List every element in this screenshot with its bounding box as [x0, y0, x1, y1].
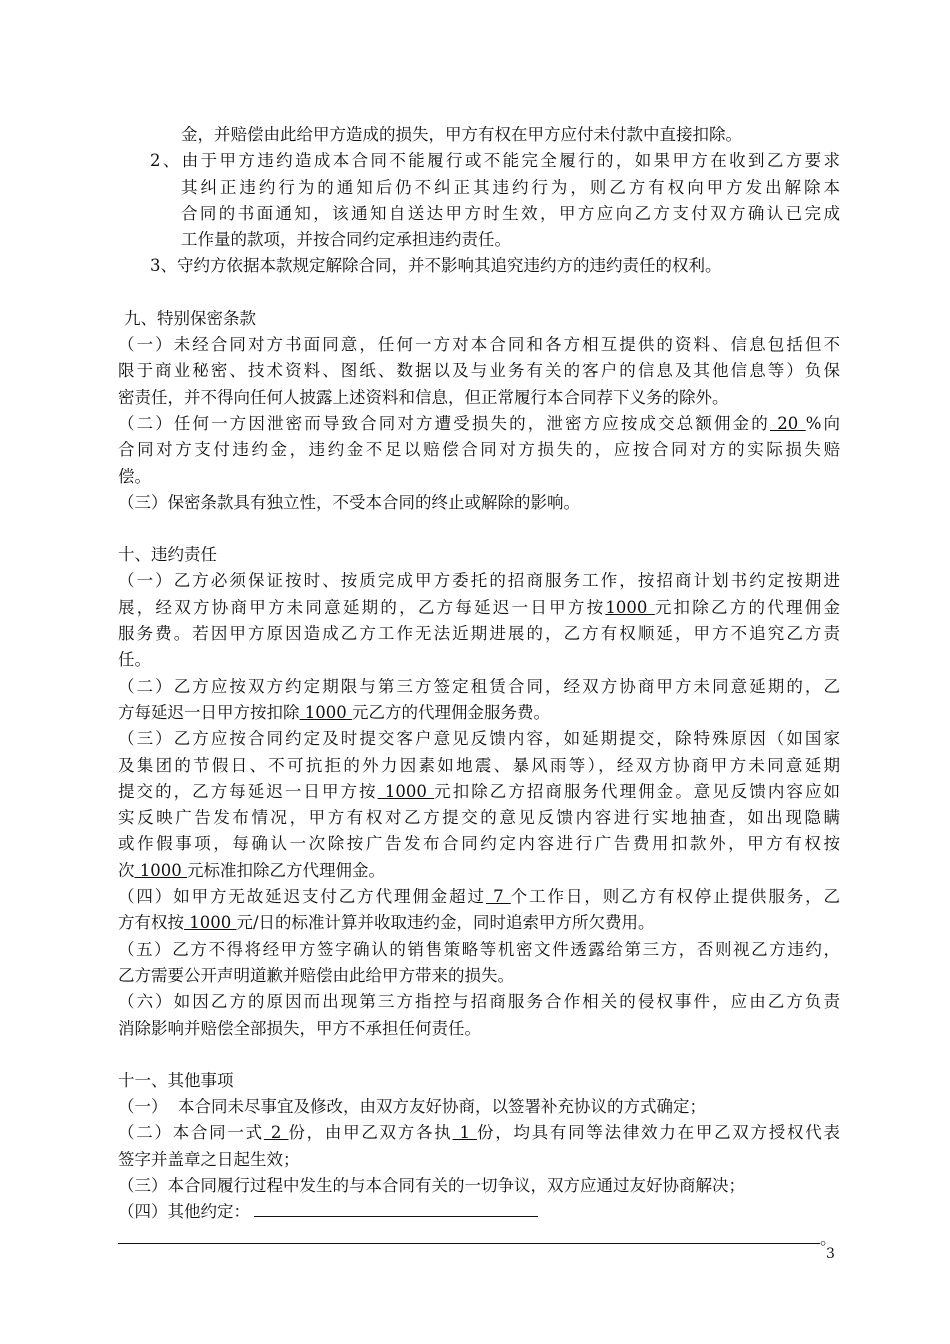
document-page	[118, 122, 840, 1252]
clause-9-3: （三）保密条款具有独立性，不受本合同的终止或解除的影响。	[118, 492, 580, 512]
clause-8-3: 3、守约方依据本款规定解除合同，并不影响其追究违约方的违约责任的权利。	[150, 256, 722, 276]
clause-11-4-continuation: 。	[118, 1226, 840, 1252]
clause-11-3: （三）本合同履行过程中发生的与本合同有关的一切争议，双方应通过友好协商解决；	[118, 1175, 745, 1195]
clause-8-1-tail: 金，并赔偿由此给甲方造成的损失，甲方有权在甲方应付未付款中直接扣除。	[181, 125, 742, 144]
clause-10-2: （二）乙方应按双方约定期限与第三方签定租赁合同，经双方协商甲方未同意延期的，乙 方每延迟一日甲方按扣除 1000 元乙方的代理佣金服务费。	[118, 676, 840, 722]
clause-10-4: （四）如甲方无故延迟支付乙方代理佣金超过 7 个工作日，则乙方有权停止提供服务，乙 方有权按 1000 元/日的标准计算并收取违约金，同时追索甲方所欠费用。	[118, 887, 841, 933]
clause-10-5: （五）乙方不得将经甲方签字确认的销售策略等机密文件透露给第三方，否则视乙方违约， 乙方需要公开声明道歉并赔偿由此给甲方带来的损失。	[118, 939, 840, 985]
clause-11-1: （一） 本合同未尽事宜及修改，由双方友好协商，以签署补充协议的方式确定；	[118, 1097, 706, 1117]
penalty-percent: 20	[769, 413, 806, 433]
clause-9-2: （二）任何一方因泄密而导致合同对方遭受损失的，泄密方应按成交总额佣金的 20 %向 合同对方支付违约金，违约金不足以赔偿合同对方损失的，应按合同对方的实际损失赔 偿。	[118, 413, 840, 486]
section-11-title: 十一、其他事项	[118, 1070, 234, 1090]
other-terms-blank	[254, 1202, 538, 1217]
clause-11-2: （二）本合同一式 2 份，由甲乙双方各执 1 份，均具有同等法律效力在甲乙双方授权代表 签字并盖章之日起生效；	[118, 1123, 840, 1169]
clause-10-1: （一）乙方必须保证按时、按质完成甲方委托的招商服务工作，按招商计划书约定按期进 展，经双方协商甲方未同意延期的，乙方每延迟一日甲方按1000 元扣除乙方的代理佣金 服务费。若因甲方原因造成乙方工作无法近期进展的，乙方有权顺延，甲方不追究乙方责 任。	[118, 571, 841, 670]
page-number: 3	[826, 1246, 835, 1262]
clause-10-6: （六）如因乙方的原因而出现第三方指控与招商服务合作相关的侵权事件，应由乙方负责 消除影响并赔偿全部损失，甲方不承担任何责任。	[118, 992, 840, 1038]
clause-10-3: （三）乙方应按合同约定及时提交客户意见反馈内容，如延期提交，除特殊原因（如国家 及集团的节假日、不可抗拒的外力因素如地震、暴风雨等），经双方协商甲方未同意延期 提交的，乙方每延迟一日甲方按 1000 元扣除乙方招商服务代理佣金。意见反馈内容应如 实反映广告发布情况，甲方有权对乙方提交的意见反馈内容进行实地抽查，如出现隐瞒 或作假事项，每确认一次除按广告发布合同约定内容进行广告费用扣款外，甲方有权按 次 1000 元标准扣除乙方代理佣金。	[118, 729, 841, 880]
other-terms-blank-2	[118, 1229, 820, 1244]
clause-11-4: （四）其他约定：	[118, 1199, 840, 1225]
clause-9-1: （一）未经合同对方书面同意，任何一方对本合同和各方相互提供的资料、信息包括但不 限于商业秘密、技术资料、图纸、数据以及与业务有关的客户的信息及其他信息等）负保 密责任，并不得向任何人披露上述资料和信息，但正常履行本合同荐下义务的除外。	[118, 335, 840, 407]
section-10-title: 十、违约责任	[118, 545, 217, 565]
section-9-title: 九、特别保密条款	[124, 308, 256, 328]
clause-8-2: 2、由于甲方违约造成本合同不能履行或不能完全履行的，如果甲方在收到乙方要求 其纠正违约行为的通知后仍不纠正其违约行为，则乙方有权向甲方发出解除本 合同的书面通知，该通知自送达甲方时生效，甲方应向乙方支付双方确认已完成 工作量的款项，并按合同约定承担违约责任。	[150, 151, 840, 250]
